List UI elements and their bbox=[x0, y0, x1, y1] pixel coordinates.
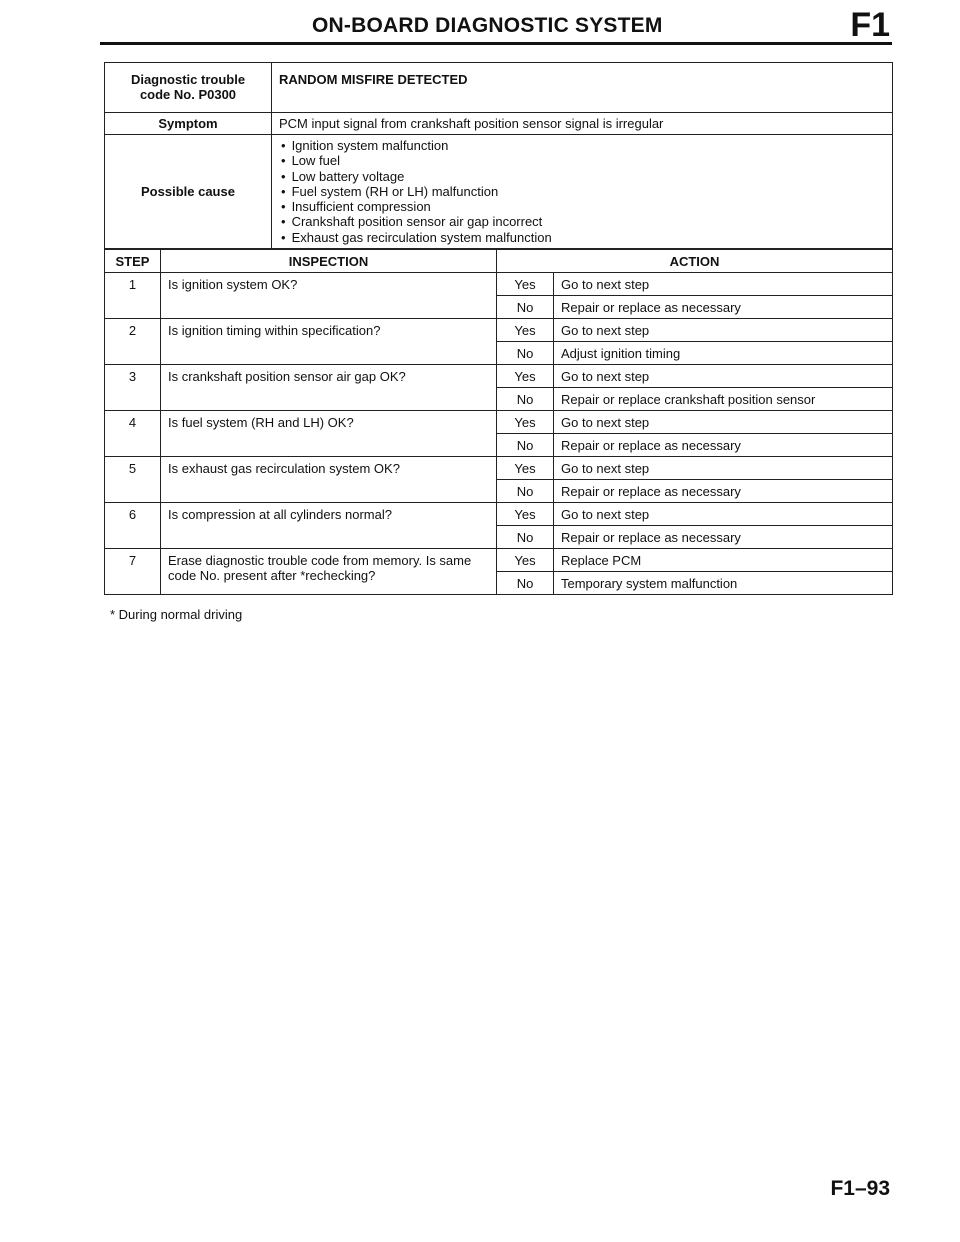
symptom-value: PCM input signal from crankshaft position sensor signal is irregular bbox=[272, 113, 893, 135]
table-row bbox=[105, 273, 893, 296]
list-item: • Crankshaft position sensor air gap incorrect bbox=[281, 214, 892, 229]
action-no: Repair or replace as necessary bbox=[554, 434, 893, 457]
cause-list bbox=[272, 135, 892, 247]
section-code: F1 bbox=[850, 6, 890, 44]
answer-no: No bbox=[497, 526, 554, 549]
action-no: Repair or replace as necessary bbox=[554, 296, 893, 319]
table-row bbox=[105, 457, 893, 480]
answer-yes: Yes bbox=[497, 411, 554, 434]
answer-no: No bbox=[497, 388, 554, 411]
header-inspection: INSPECTION bbox=[161, 250, 497, 273]
inspection-text: Is fuel system (RH and LH) OK? bbox=[161, 411, 497, 457]
inspection-text: Is compression at all cylinders normal? bbox=[161, 503, 497, 549]
page-header bbox=[100, 8, 892, 44]
dtc-label: Diagnostic trouble code No. P0300 bbox=[105, 63, 272, 113]
symptom-label: Symptom bbox=[105, 113, 272, 135]
answer-no: No bbox=[497, 434, 554, 457]
step-number: 2 bbox=[105, 319, 161, 365]
inspection-text: Is exhaust gas recirculation system OK? bbox=[161, 457, 497, 503]
answer-yes: Yes bbox=[497, 365, 554, 388]
list-item: • Exhaust gas recirculation system malfunction bbox=[281, 230, 892, 245]
header-step: STEP bbox=[105, 250, 161, 273]
action-yes: Go to next step bbox=[554, 411, 893, 434]
step-number: 5 bbox=[105, 457, 161, 503]
inspection-text: Is ignition system OK? bbox=[161, 273, 497, 319]
action-yes: Go to next step bbox=[554, 273, 893, 296]
step-number: 7 bbox=[105, 549, 161, 595]
table-row bbox=[105, 549, 893, 572]
page-number: F1–93 bbox=[830, 1177, 890, 1200]
dtc-info-table bbox=[104, 62, 893, 249]
cause-list-cell bbox=[272, 135, 893, 249]
action-yes: Go to next step bbox=[554, 503, 893, 526]
action-no: Repair or replace as necessary bbox=[554, 480, 893, 503]
table-header-row bbox=[105, 250, 893, 273]
action-no: Temporary system malfunction bbox=[554, 572, 893, 595]
step-number: 1 bbox=[105, 273, 161, 319]
answer-yes: Yes bbox=[497, 319, 554, 342]
answer-no: No bbox=[497, 572, 554, 595]
list-item: • Low fuel bbox=[281, 153, 892, 168]
answer-yes: Yes bbox=[497, 273, 554, 296]
dtc-row bbox=[105, 63, 893, 113]
answer-no: No bbox=[497, 480, 554, 503]
action-yes: Replace PCM bbox=[554, 549, 893, 572]
action-no: Repair or replace as necessary bbox=[554, 526, 893, 549]
answer-no: No bbox=[497, 342, 554, 365]
step-number: 3 bbox=[105, 365, 161, 411]
action-yes: Go to next step bbox=[554, 457, 893, 480]
page-title: ON-BOARD DIAGNOSTIC SYSTEM bbox=[312, 14, 663, 37]
table-row bbox=[105, 365, 893, 388]
answer-yes: Yes bbox=[497, 503, 554, 526]
list-item: • Insufficient compression bbox=[281, 199, 892, 214]
action-yes: Go to next step bbox=[554, 319, 893, 342]
answer-no: No bbox=[497, 296, 554, 319]
table-row bbox=[105, 411, 893, 434]
answer-yes: Yes bbox=[497, 549, 554, 572]
cause-row bbox=[105, 135, 893, 249]
header-action: ACTION bbox=[497, 250, 893, 273]
inspection-text: Is ignition timing within specification? bbox=[161, 319, 497, 365]
table-row bbox=[105, 319, 893, 342]
dtc-value: RANDOM MISFIRE DETECTED bbox=[272, 63, 893, 113]
action-no: Adjust ignition timing bbox=[554, 342, 893, 365]
list-item: • Ignition system malfunction bbox=[281, 138, 892, 153]
step-number: 4 bbox=[105, 411, 161, 457]
table-row bbox=[105, 503, 893, 526]
list-item: • Low battery voltage bbox=[281, 169, 892, 184]
footnote: * During normal driving bbox=[110, 607, 243, 622]
inspection-text: Erase diagnostic trouble code from memory. Is same code No. present after *rechecking? bbox=[161, 549, 497, 595]
step-number: 6 bbox=[105, 503, 161, 549]
inspection-text: Is crankshaft position sensor air gap OK? bbox=[161, 365, 497, 411]
list-item: • Fuel system (RH or LH) malfunction bbox=[281, 184, 892, 199]
inspection-table bbox=[104, 249, 893, 595]
answer-yes: Yes bbox=[497, 457, 554, 480]
action-no: Repair or replace crankshaft position sensor bbox=[554, 388, 893, 411]
symptom-row bbox=[105, 113, 893, 135]
cause-label: Possible cause bbox=[105, 135, 272, 249]
action-yes: Go to next step bbox=[554, 365, 893, 388]
header-rule bbox=[100, 42, 892, 45]
